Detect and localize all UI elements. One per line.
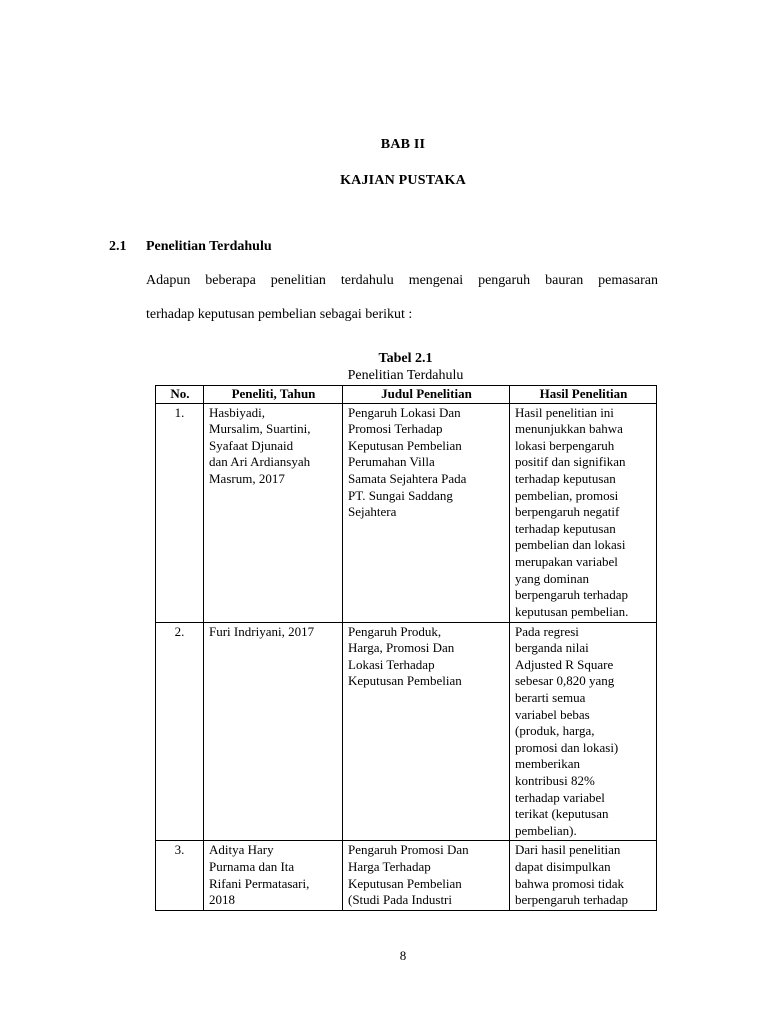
table-row bbox=[156, 403, 657, 622]
row-number: 3. bbox=[156, 841, 204, 910]
header-researcher: Peneliti, Tahun bbox=[204, 386, 343, 404]
header-result: Hasil Penelitian bbox=[510, 386, 657, 404]
table-caption-number: Tabel 2.1 bbox=[378, 351, 433, 366]
table-row bbox=[156, 622, 657, 841]
row-title: Pengaruh Promosi Dan Harga Terhadap Keputusan Pembelian (Studi Pada Industri bbox=[343, 841, 510, 910]
section-number: 2.1 bbox=[109, 239, 127, 254]
row-researcher: Furi Indriyani, 2017 bbox=[204, 622, 343, 841]
row-title: Pengaruh Produk, Harga, Promosi Dan Lokasi Terhadap Keputusan Pembelian bbox=[343, 622, 510, 841]
row-title: Pengaruh Lokasi Dan Promosi Terhadap Keputusan Pembelian Perumahan Villa Samata Sejahtera Pada PT. Sungai Saddang Sejahtera bbox=[343, 403, 510, 622]
header-title: Judul Penelitian bbox=[343, 386, 510, 404]
row-number: 1. bbox=[156, 403, 204, 622]
chapter-title: KAJIAN PUSTAKA bbox=[340, 173, 466, 188]
row-result: Pada regresi berganda nilai Adjusted R Square sebesar 0,820 yang berarti semua variabel bebas (produk, harga, promosi dan lokasi) memberikan kontribusi 82% terhadap variabel terikat (keputusan pembelian). bbox=[510, 622, 657, 841]
page-number: 8 bbox=[399, 948, 407, 963]
paragraph-line-1: Adapun beberapa penelitian terdahulu mengenai pengaruh bauran pemasaran bbox=[146, 273, 658, 288]
section-heading bbox=[109, 239, 272, 255]
table-header-row bbox=[156, 386, 657, 404]
row-result: Hasil penelitian ini menunjukkan bahwa lokasi berpengaruh positif dan signifikan terhadap keputusan pembelian, promosi berpengaruh negatif terhadap keputusan pembelian dan lokasi merupakan variabel yang dominan berpengaruh terhadap keputusan pembelian. bbox=[510, 403, 657, 622]
paragraph-line-2: terhadap keputusan pembelian sebagai berikut : bbox=[146, 307, 413, 322]
header-no: No. bbox=[156, 386, 204, 404]
row-researcher: Hasbiyadi, Mursalim, Suartini, Syafaat Djunaid dan Ari Ardiansyah Masrum, 2017 bbox=[204, 403, 343, 622]
section-title: Penelitian Terdahulu bbox=[146, 239, 272, 254]
row-researcher: Aditya Hary Purnama dan Ita Rifani Permatasari, 2018 bbox=[204, 841, 343, 910]
table-row bbox=[156, 841, 657, 910]
row-number: 2. bbox=[156, 622, 204, 841]
research-table bbox=[155, 385, 657, 911]
chapter-number: BAB II bbox=[380, 137, 426, 152]
table-caption-title: Penelitian Terdahulu bbox=[347, 368, 464, 383]
row-result: Dari hasil penelitian dapat disimpulkan bahwa promosi tidak berpengaruh terhadap bbox=[510, 841, 657, 910]
